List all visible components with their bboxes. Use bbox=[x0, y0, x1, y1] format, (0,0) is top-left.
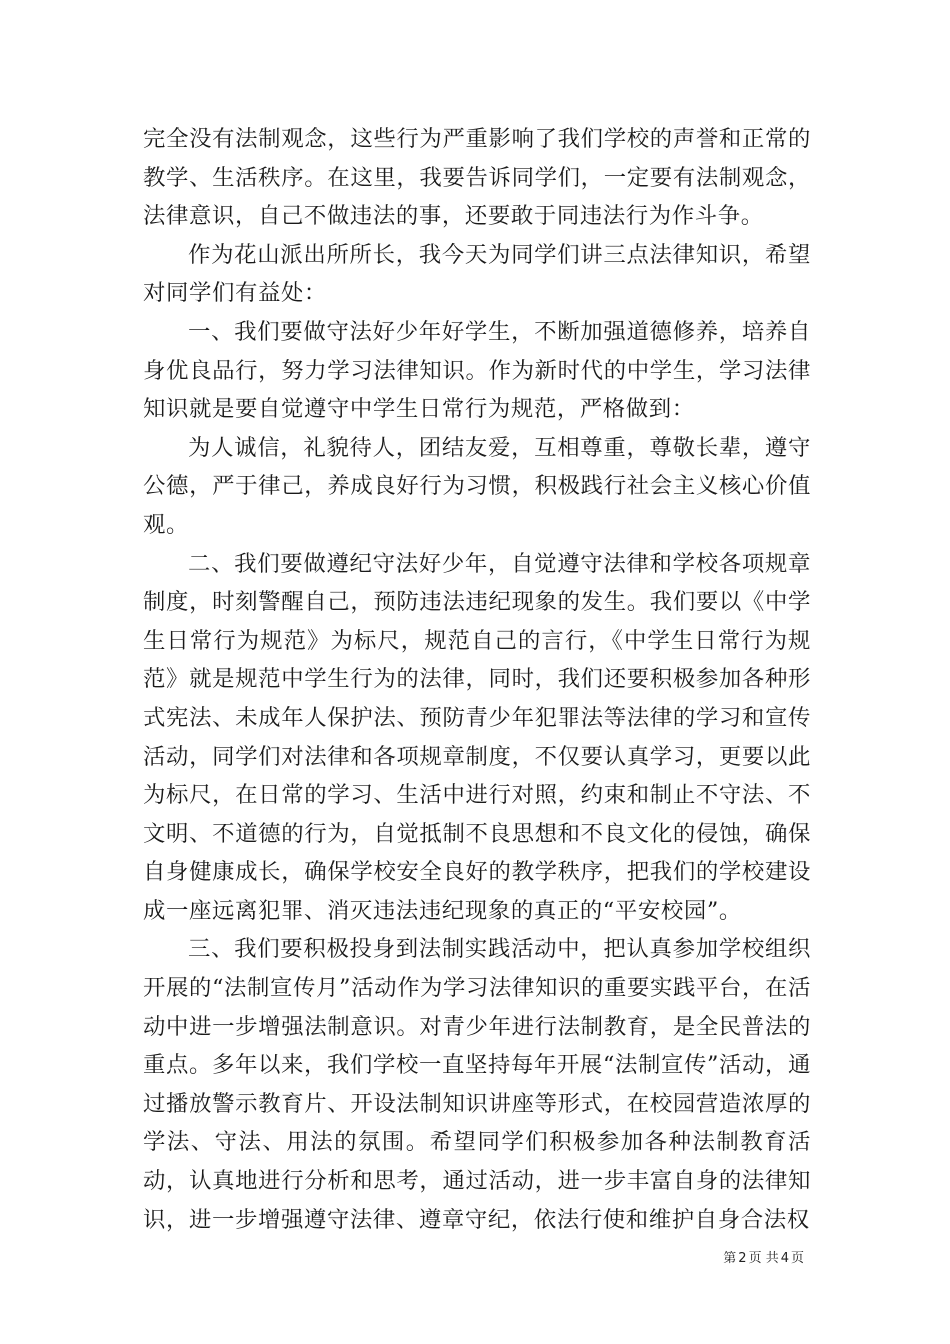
paragraph-point-one: 一、我们要做守法好少年好学生，不断加强道德修养，培养自身优良品行，努力学习法律知识。作为新时代的中学生，学习法律知识就是要自觉遵守中学生日常行为规范，严格做到： bbox=[143, 318, 811, 423]
footer-mid: 页 共 bbox=[748, 1251, 779, 1266]
page-number-footer bbox=[723, 1251, 804, 1267]
paragraph-intro: 作为花山派出所所长，我今天为同学们讲三点法律知识，希望对同学们有益处： bbox=[143, 241, 811, 307]
paragraph-point-two: 二、我们要做遵纪守法好少年，自觉遵守法律和学校各项规章制度，时刻警醒自己，预防违法违纪现象的发生。我们要以《中学生日常行为规范》为标尺，规范自己的言行，《中学生日常行为规范》就是规范中学生行为的法律，同时，我们还要积极参加各种形式宪法、未成年人保护法、预防青少年犯罪法等法律的学习和宣传活动，同学们对法律和各项规章制度，不仅要认真学习，更要以此为标尺，在日常的学习、生活中进行对照，约束和制止不守法、不文明、不道德的行为，自觉抵制不良思想和不良文化的侵蚀，确保自身健康成长，确保学校安全良好的教学秩序，把我们的学校建设成一座远离犯罪、消灭违法违纪现象的真正的“平安校园”。 bbox=[143, 550, 811, 924]
current-page-number: 2 bbox=[738, 1251, 747, 1266]
paragraph-continuation: 完全没有法制观念，这些行为严重影响了我们学校的声誉和正常的教学、生活秩序。在这里，我要告诉同学们，一定要有法制观念，法律意识，自己不做违法的事，还要敢于同违法行为作斗争。 bbox=[143, 126, 811, 230]
document-body bbox=[143, 120, 811, 1239]
total-page-count: 4 bbox=[780, 1251, 789, 1266]
footer-prefix: 第 bbox=[723, 1251, 737, 1266]
paragraph-point-one-detail: 为人诚信，礼貌待人，团结友爱，互相尊重，尊敬长辈，遵守公德，严于律己，养成良好行为习惯，积极践行社会主义核心价值观。 bbox=[143, 434, 811, 538]
paragraph-point-three: 三、我们要积极投身到法制实践活动中，把认真参加学校组织开展的“法制宣传月”活动作为学习法律知识的重要实践平台，在活动中进一步增强法制意识。对青少年进行法制教育，是全民普法的重点。多年以来，我们学校一直坚持每年开展“法制宣传”活动，通过播放警示教育片、开设法制知识讲座等形式，在校园营造浓厚的学法、守法、用法的氛围。希望同学们积极参加各种法制教育活动，认真地进行分析和思考，通过活动，进一步丰富自身的法律知识，进一步增强遵守法律、遵章守纪，依法行使和维护自身合法权 bbox=[143, 936, 811, 1233]
footer-suffix: 页 bbox=[790, 1251, 804, 1266]
